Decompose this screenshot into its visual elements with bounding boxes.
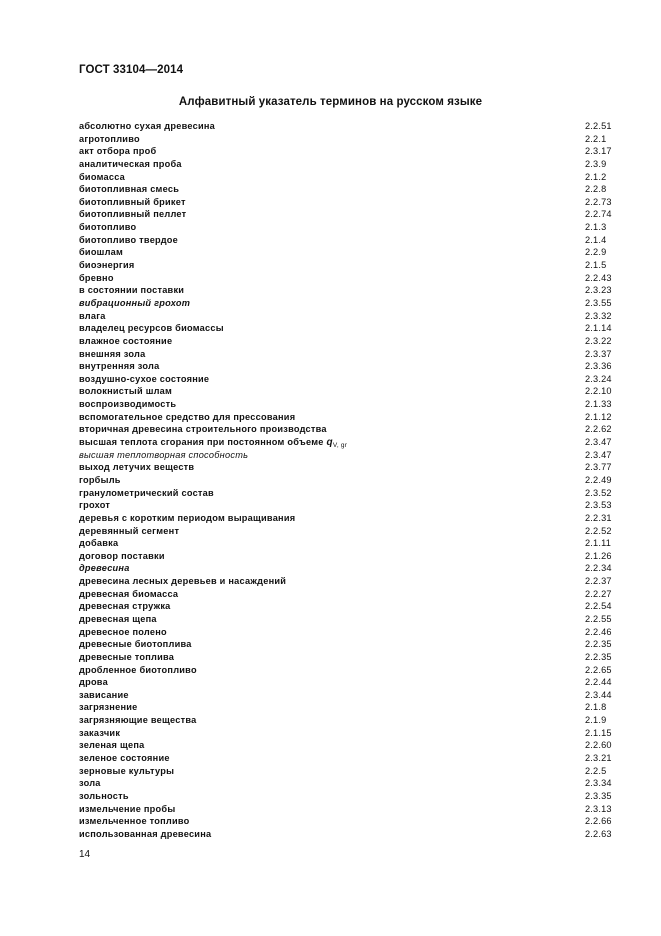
index-reference: 2.2.9 [585,247,607,258]
index-reference: 2.2.27 [585,588,612,599]
index-entry [79,600,615,613]
index-reference: 2.2.10 [585,386,612,397]
index-entry [79,752,615,765]
index-reference: 2.3.24 [585,373,612,384]
index-entry [79,651,615,664]
index-entry [79,739,615,752]
index-entry [79,689,615,702]
index-term: воздушно-сухое состояние [79,373,210,384]
document-header: ГОСТ 33104—2014 [79,64,184,76]
index-entry [79,537,615,550]
index-reference: 2.3.53 [585,500,612,511]
index-reference: 2.3.35 [585,790,612,801]
index-term: волокнистый шлам [79,386,173,397]
index-term: вибрационный грохот [79,297,191,308]
index-entry [79,575,615,588]
index-term: зольность [79,790,129,801]
index-term: договор поставки [79,550,165,561]
index-term: акт отбора проб [79,146,157,157]
index-entry [79,777,615,790]
index-entry [79,398,615,411]
index-term: биоэнергия [79,260,135,271]
index-entry [79,310,615,323]
index-term: древесина [79,563,130,574]
index-entry [79,487,615,500]
index-entry [79,246,615,259]
index-reference: 2.2.34 [585,563,612,574]
index-term: биошлам [79,247,124,258]
index-entry [79,803,615,816]
index-entry [79,423,615,436]
index-term: вспомогательное средство для прессования [79,411,296,422]
index-entry [79,512,615,525]
index-term: высшая теплотворная способность [79,449,249,460]
index-reference: 2.3.36 [585,361,612,372]
index-reference: 2.2.35 [585,639,612,650]
index-reference: 2.1.3 [585,222,607,233]
index-term: древесные топлива [79,651,175,662]
index-term: выход летучих веществ [79,462,195,473]
index-reference: 2.3.47 [585,449,612,460]
index-term: абсолютно сухая древесина [79,121,216,131]
index-entry [79,120,615,133]
index-reference: 2.1.11 [585,538,612,549]
index-term: загрязняющие вещества [79,715,197,726]
index-term: агротопливо [79,133,140,144]
index-reference: 2.2.44 [585,677,612,688]
term-symbol-subscript: V, gr [332,442,348,450]
index-entry [79,297,615,310]
index-reference: 2.2.52 [585,525,612,536]
index-term: гранулометрический состав [79,487,214,498]
index-term: использованная древесина [79,828,212,839]
index-reference: 2.1.5 [585,260,607,271]
index-entry [79,411,615,424]
index-term: древесное полено [79,626,167,637]
index-entry [79,815,615,828]
index-term: грохот [79,500,111,511]
index-reference: 2.3.37 [585,348,612,359]
index-term: дробленное биотопливо [79,664,197,675]
index-term: древесина лесных деревьев и насаждений [79,576,287,587]
index-reference: 2.2.1 [585,133,607,144]
index-term: зола [79,778,101,789]
index-reference: 2.1.15 [585,727,612,738]
index-reference: 2.2.37 [585,576,612,587]
index-entry [79,461,615,474]
index-entry [79,436,615,449]
index-entry [79,525,615,538]
index-reference: 2.2.54 [585,601,612,612]
index-reference: 2.3.52 [585,487,612,498]
index-entry [79,284,615,297]
index-entry [79,765,615,778]
index-reference: 2.3.22 [585,335,612,346]
index-entry [79,727,615,740]
index-reference: 2.2.74 [585,209,612,220]
index-reference: 2.3.21 [585,753,612,764]
index-entry [79,626,615,639]
index-reference: 2.2.8 [585,184,607,195]
index-term: внутренняя зола [79,361,160,372]
term-symbol: q [326,437,333,449]
index-reference: 2.3.23 [585,285,612,296]
index-entry [79,208,615,221]
index-term: биомасса [79,171,126,182]
index-term: измельченное топливо [79,816,190,827]
index-entry [79,348,615,361]
index-term: зеленая щепа [79,740,145,751]
index-reference: 2.1.4 [585,234,607,245]
index-reference: 2.2.55 [585,613,612,624]
index-reference: 2.1.33 [585,399,612,410]
index-entry [79,259,615,272]
index-reference: 2.3.34 [585,778,612,789]
index-reference: 2.3.44 [585,689,612,700]
index-term: деревья с коротким периодом выращивания [79,512,296,523]
index-entry [79,335,615,348]
index-term: владелец ресурсов биомассы [79,323,224,334]
index-reference: 2.3.77 [585,462,612,473]
index-term: внешняя зола [79,348,146,359]
index-term: высшая теплота сгорания при постоянном объеме [79,437,324,448]
index-term: бревно [79,272,114,283]
index-reference: 2.2.35 [585,651,612,662]
index-entry [79,196,615,209]
index-reference: 2.1.2 [585,171,607,182]
index-entry [79,145,615,158]
index-entry [79,360,615,373]
index-entry [79,562,615,575]
index-term: аналитическая проба [79,158,182,169]
index-entry [79,790,615,803]
index-reference: 2.1.8 [585,702,607,713]
index-reference: 2.1.12 [585,411,612,422]
index-entry [79,499,615,512]
index-reference: 2.1.9 [585,715,607,726]
index-entry [79,588,615,601]
index-entry [79,638,615,651]
index-term: вторичная древесина строительного производства [79,424,327,435]
index-term: добавка [79,538,119,549]
index-term: биотопливо твердое [79,234,178,245]
index-reference: 2.2.65 [585,664,612,675]
index-entry [79,183,615,196]
index-reference: 2.3.9 [585,158,607,169]
index-reference: 2.3.47 [585,437,612,448]
index-reference: 2.3.17 [585,146,612,157]
index-reference: 2.2.66 [585,816,612,827]
index-term: деревянный сегмент [79,525,180,536]
page-number: 14 [79,849,91,860]
index-term: горбыль [79,474,121,485]
index-entry [79,474,615,487]
index-reference: 2.1.26 [585,550,612,561]
index-term: влажное состояние [79,335,173,346]
index-reference: 2.2.51 [585,121,612,131]
index-entry [79,664,615,677]
index-term: зависание [79,689,129,700]
index-term: древесная стружка [79,601,171,612]
index-entry [79,449,615,462]
index-entry [79,676,615,689]
index-reference: 2.2.31 [585,512,612,523]
index-term: заказчик [79,727,121,738]
index-entry [79,221,615,234]
index-term: древесная биомасса [79,588,179,599]
index-entry [79,550,615,563]
index-reference: 2.2.73 [585,196,612,207]
index-term: воспроизводимость [79,399,177,410]
index-entry [79,714,615,727]
index-term: древесные биотоплива [79,639,192,650]
index-reference: 2.2.49 [585,474,612,485]
index-entry [79,373,615,386]
index-reference: 2.3.13 [585,803,612,814]
index-entry [79,171,615,184]
index-entry [79,828,615,841]
index-term: биотопливный пеллет [79,209,187,220]
index-term: биотопливо [79,222,137,233]
index-term: измельчение пробы [79,803,176,814]
term-index-list [79,120,615,841]
index-reference: 2.2.60 [585,740,612,751]
index-reference: 2.1.14 [585,323,612,334]
index-entry [79,133,615,146]
index-entry [79,272,615,285]
index-entry [79,613,615,626]
index-term: дрова [79,677,108,688]
index-term: зерновые культуры [79,765,175,776]
index-reference: 2.2.62 [585,424,612,435]
index-entry [79,234,615,247]
index-entry [79,322,615,335]
index-reference: 2.2.5 [585,765,607,776]
index-term: зеленое состояние [79,753,170,764]
index-reference: 2.2.43 [585,272,612,283]
index-reference: 2.2.46 [585,626,612,637]
index-term: влага [79,310,106,321]
page-title: Алфавитный указатель терминов на русском языке [178,96,483,108]
index-entry [79,385,615,398]
index-entry [79,701,615,714]
index-term: биотопливный брикет [79,196,186,207]
index-reference: 2.3.32 [585,310,612,321]
index-term: биотопливная смесь [79,184,180,195]
index-term: древесная щепа [79,613,157,624]
index-term: в состоянии поставки [79,285,185,296]
index-reference: 2.3.55 [585,297,612,308]
index-reference: 2.2.63 [585,828,612,839]
index-entry [79,158,615,171]
index-term: загрязнение [79,702,138,713]
